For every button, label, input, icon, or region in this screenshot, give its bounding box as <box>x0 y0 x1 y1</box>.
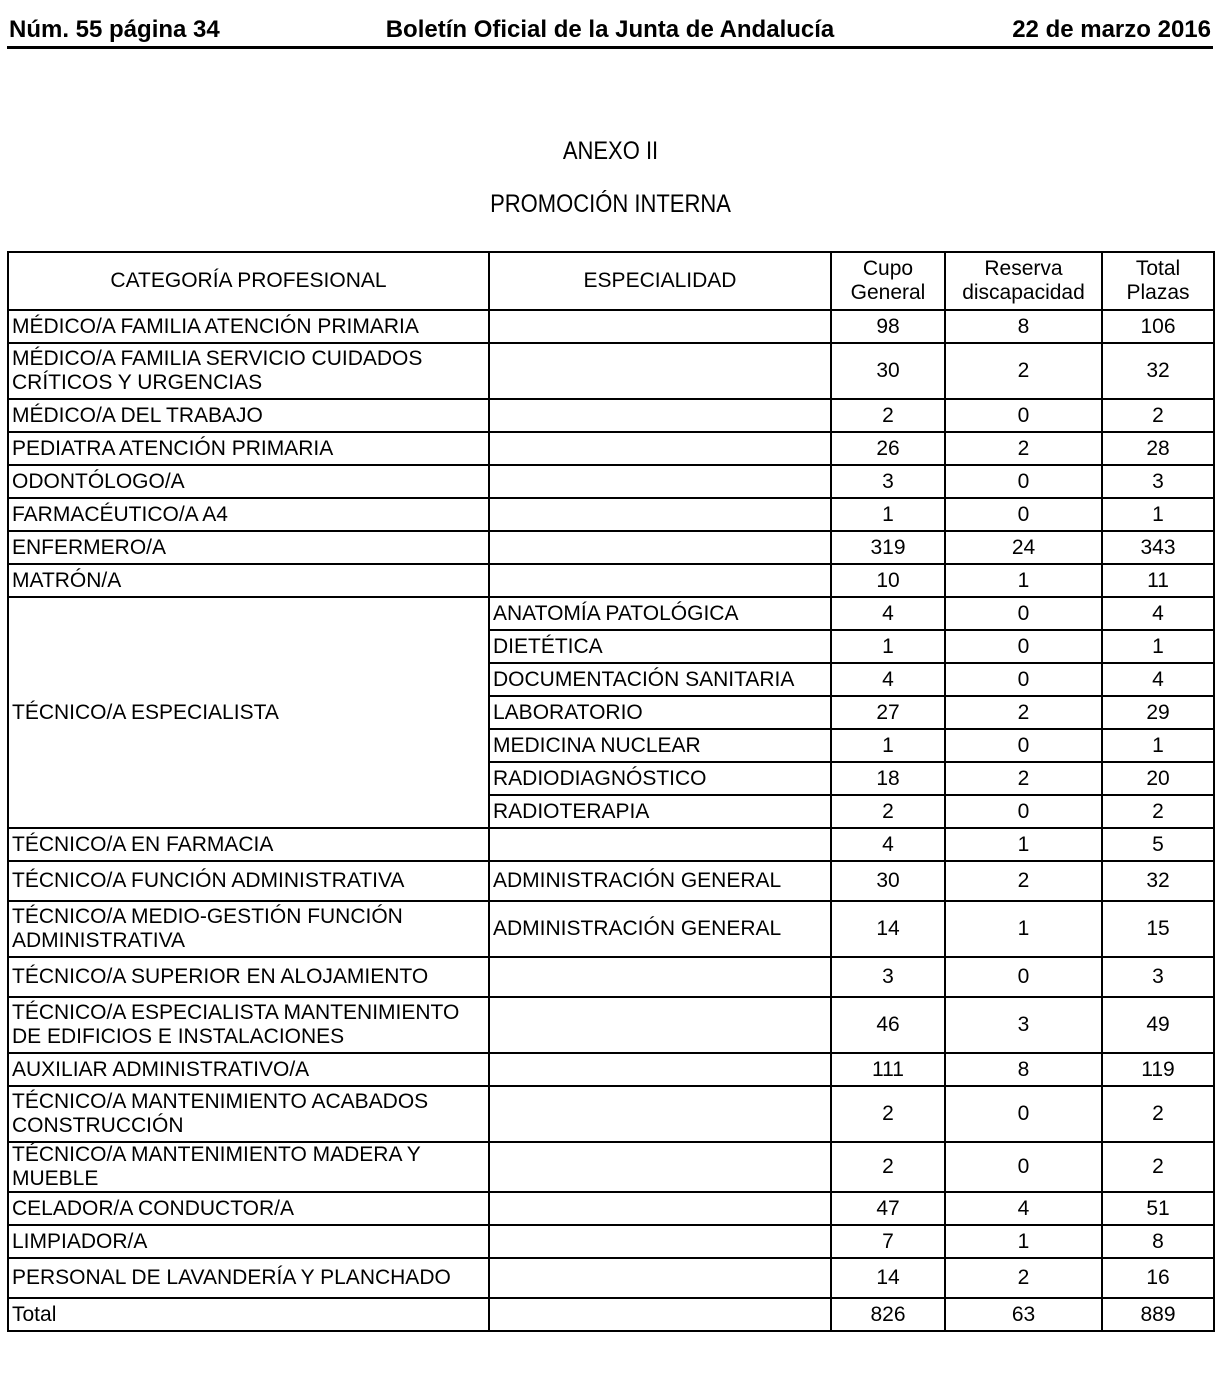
cell-cupo: 47 <box>831 1192 945 1225</box>
publication-date: 22 de marzo 2016 <box>1012 16 1211 43</box>
cell-categoria: LIMPIADOR/A <box>8 1225 489 1258</box>
cell-categoria: TÉCNICO/A EN FARMACIA <box>8 828 489 861</box>
cell-reserva: 0 <box>945 399 1102 432</box>
cell-especialidad: RADIODIAGNÓSTICO <box>489 762 831 795</box>
cell-cupo: 2 <box>831 399 945 432</box>
table-row <box>8 1258 1214 1298</box>
table-row <box>8 310 1214 343</box>
cell-reserva: 2 <box>945 343 1102 399</box>
cell-total: 20 <box>1102 762 1214 795</box>
cell-reserva: 2 <box>945 861 1102 901</box>
header-especialidad: ESPECIALIDAD <box>489 252 831 310</box>
table-header-row <box>8 252 1214 310</box>
cell-total: 4 <box>1102 663 1214 696</box>
total-reserva: 63 <box>945 1298 1102 1331</box>
cell-cupo: 14 <box>831 901 945 957</box>
cell-reserva: 8 <box>945 310 1102 343</box>
cell-categoria: CELADOR/A CONDUCTOR/A <box>8 1192 489 1225</box>
cell-especialidad: ANATOMÍA PATOLÓGICA <box>489 597 831 630</box>
cell-categoria: MATRÓN/A <box>8 564 489 597</box>
cell-total: 2 <box>1102 1142 1214 1192</box>
cell-categoria: AUXILIAR ADMINISTRATIVO/A <box>8 1053 489 1086</box>
total-total: 889 <box>1102 1298 1214 1331</box>
cell-total: 2 <box>1102 1086 1214 1142</box>
table-row <box>8 861 1214 901</box>
cell-total: 1 <box>1102 630 1214 663</box>
cell-total: 343 <box>1102 531 1214 564</box>
table-row <box>8 1142 1214 1192</box>
table-row <box>8 343 1214 399</box>
cell-reserva: 1 <box>945 828 1102 861</box>
cell-especialidad: MEDICINA NUCLEAR <box>489 729 831 762</box>
cell-total: 119 <box>1102 1053 1214 1086</box>
cell-categoria: TÉCNICO/A SUPERIOR EN ALOJAMIENTO <box>8 957 489 997</box>
cell-especialidad: DOCUMENTACIÓN SANITARIA <box>489 663 831 696</box>
cell-total: 4 <box>1102 597 1214 630</box>
cell-reserva: 3 <box>945 997 1102 1053</box>
cell-cupo: 10 <box>831 564 945 597</box>
cell-categoria: TÉCNICO/A MEDIO-GESTIÓN FUNCIÓN ADMINISTRATIVA <box>8 901 489 957</box>
table-row <box>8 828 1214 861</box>
table-row <box>8 1053 1214 1086</box>
header-total: Total Plazas <box>1102 252 1214 310</box>
cell-cupo: 46 <box>831 997 945 1053</box>
table-row <box>8 957 1214 997</box>
cell-especialidad <box>489 997 831 1053</box>
cell-total: 28 <box>1102 432 1214 465</box>
cell-categoria: MÉDICO/A FAMILIA SERVICIO CUIDADOS CRÍTICOS Y URGENCIAS <box>8 343 489 399</box>
cell-cupo: 27 <box>831 696 945 729</box>
cell-reserva: 0 <box>945 1142 1102 1192</box>
cell-especialidad: RADIOTERAPIA <box>489 795 831 828</box>
cell-especialidad <box>489 531 831 564</box>
cell-especialidad: ADMINISTRACIÓN GENERAL <box>489 861 831 901</box>
cell-especialidad: DIETÉTICA <box>489 630 831 663</box>
cell-especialidad <box>489 957 831 997</box>
table-body <box>8 310 1214 1331</box>
cell-reserva: 2 <box>945 432 1102 465</box>
cell-cupo: 30 <box>831 861 945 901</box>
publication-title: Boletín Oficial de la Junta de Andalucía <box>385 16 835 43</box>
cell-total: 1 <box>1102 729 1214 762</box>
cell-cupo: 4 <box>831 597 945 630</box>
cell-especialidad <box>489 432 831 465</box>
table-row <box>8 498 1214 531</box>
table-row <box>8 1086 1214 1142</box>
issue-number: Núm. 55 página 34 <box>9 16 220 43</box>
annex-title: ANEXO II <box>562 137 659 165</box>
cell-cupo: 2 <box>831 795 945 828</box>
cell-especialidad: ADMINISTRACIÓN GENERAL <box>489 901 831 957</box>
cell-total: 49 <box>1102 997 1214 1053</box>
header-reserva: Reserva discapacidad <box>945 252 1102 310</box>
cell-reserva: 0 <box>945 729 1102 762</box>
cell-categoria: MÉDICO/A FAMILIA ATENCIÓN PRIMARIA <box>8 310 489 343</box>
cell-cupo: 7 <box>831 1225 945 1258</box>
header-categoria: CATEGORÍA PROFESIONAL <box>8 252 489 310</box>
cell-total: 2 <box>1102 795 1214 828</box>
cell-categoria: MÉDICO/A DEL TRABAJO <box>8 399 489 432</box>
cell-reserva: 1 <box>945 901 1102 957</box>
cell-categoria: PERSONAL DE LAVANDERÍA Y PLANCHADO <box>8 1258 489 1298</box>
cell-especialidad <box>489 1053 831 1086</box>
plazas-table <box>7 251 1215 1332</box>
cell-cupo: 4 <box>831 663 945 696</box>
table-row <box>8 1225 1214 1258</box>
cell-cupo: 30 <box>831 343 945 399</box>
cell-especialidad <box>489 465 831 498</box>
cell-categoria: TÉCNICO/A FUNCIÓN ADMINISTRATIVA <box>8 861 489 901</box>
cell-cupo: 14 <box>831 1258 945 1298</box>
table-row <box>8 399 1214 432</box>
total-cupo: 826 <box>831 1298 945 1331</box>
cell-especialidad <box>489 1192 831 1225</box>
cell-reserva: 0 <box>945 465 1102 498</box>
table-row <box>8 432 1214 465</box>
cell-reserva: 0 <box>945 1086 1102 1142</box>
cell-categoria: ODONTÓLOGO/A <box>8 465 489 498</box>
total-label: Total <box>8 1298 489 1331</box>
cell-total: 15 <box>1102 901 1214 957</box>
cell-total: 32 <box>1102 861 1214 901</box>
cell-especialidad <box>489 564 831 597</box>
cell-cupo: 111 <box>831 1053 945 1086</box>
cell-cupo: 319 <box>831 531 945 564</box>
cell-reserva: 24 <box>945 531 1102 564</box>
cell-reserva: 2 <box>945 1258 1102 1298</box>
cell-reserva: 0 <box>945 597 1102 630</box>
cell-total: 51 <box>1102 1192 1214 1225</box>
cell-especialidad <box>489 1225 831 1258</box>
cell-reserva: 0 <box>945 663 1102 696</box>
table-total-row <box>8 1298 1214 1331</box>
cell-categoria: TÉCNICO/A MANTENIMIENTO ACABADOS CONSTRUCCIÓN <box>8 1086 489 1142</box>
cell-total: 2 <box>1102 399 1214 432</box>
cell-reserva: 2 <box>945 762 1102 795</box>
cell-reserva: 0 <box>945 957 1102 997</box>
cell-total: 106 <box>1102 310 1214 343</box>
cell-reserva: 1 <box>945 1225 1102 1258</box>
cell-especialidad: LABORATORIO <box>489 696 831 729</box>
page-header <box>7 12 1213 49</box>
cell-cupo: 1 <box>831 729 945 762</box>
cell-reserva: 8 <box>945 1053 1102 1086</box>
cell-especialidad <box>489 1258 831 1298</box>
cell-cupo: 1 <box>831 498 945 531</box>
table-row <box>8 531 1214 564</box>
table-row <box>8 564 1214 597</box>
cell-categoria: TÉCNICO/A MANTENIMIENTO MADERA Y MUEBLE <box>8 1142 489 1192</box>
cell-reserva: 0 <box>945 498 1102 531</box>
cell-total: 3 <box>1102 957 1214 997</box>
cell-especialidad <box>489 1086 831 1142</box>
cell-total: 5 <box>1102 828 1214 861</box>
cell-cupo: 4 <box>831 828 945 861</box>
cell-especialidad <box>489 310 831 343</box>
header-cupo: Cupo General <box>831 252 945 310</box>
cell-cupo: 2 <box>831 1142 945 1192</box>
cell-total: 3 <box>1102 465 1214 498</box>
cell-reserva: 0 <box>945 795 1102 828</box>
cell-reserva: 2 <box>945 696 1102 729</box>
table-row <box>8 1192 1214 1225</box>
cell-cupo: 18 <box>831 762 945 795</box>
cell-total: 1 <box>1102 498 1214 531</box>
cell-especialidad <box>489 343 831 399</box>
table-row <box>8 901 1214 957</box>
table-row <box>8 997 1214 1053</box>
cell-total: 16 <box>1102 1258 1214 1298</box>
cell-categoria: ENFERMERO/A <box>8 531 489 564</box>
cell-reserva: 1 <box>945 564 1102 597</box>
section-title: PROMOCIÓN INTERNA <box>490 190 731 218</box>
cell-categoria: TÉCNICO/A ESPECIALISTA <box>8 597 489 828</box>
cell-especialidad <box>489 1298 831 1331</box>
cell-total: 11 <box>1102 564 1214 597</box>
cell-especialidad <box>489 1142 831 1192</box>
cell-cupo: 98 <box>831 310 945 343</box>
cell-cupo: 3 <box>831 957 945 997</box>
cell-cupo: 2 <box>831 1086 945 1142</box>
cell-reserva: 4 <box>945 1192 1102 1225</box>
cell-especialidad <box>489 498 831 531</box>
cell-categoria: PEDIATRA ATENCIÓN PRIMARIA <box>8 432 489 465</box>
cell-cupo: 3 <box>831 465 945 498</box>
table-row <box>8 465 1214 498</box>
cell-especialidad <box>489 399 831 432</box>
cell-reserva: 0 <box>945 630 1102 663</box>
cell-categoria: FARMACÉUTICO/A A4 <box>8 498 489 531</box>
cell-total: 8 <box>1102 1225 1214 1258</box>
cell-cupo: 26 <box>831 432 945 465</box>
cell-total: 32 <box>1102 343 1214 399</box>
cell-total: 29 <box>1102 696 1214 729</box>
table-row <box>8 597 1214 630</box>
cell-cupo: 1 <box>831 630 945 663</box>
cell-especialidad <box>489 828 831 861</box>
cell-categoria: TÉCNICO/A ESPECIALISTA MANTENIMIENTO DE EDIFICIOS E INSTALACIONES <box>8 997 489 1053</box>
